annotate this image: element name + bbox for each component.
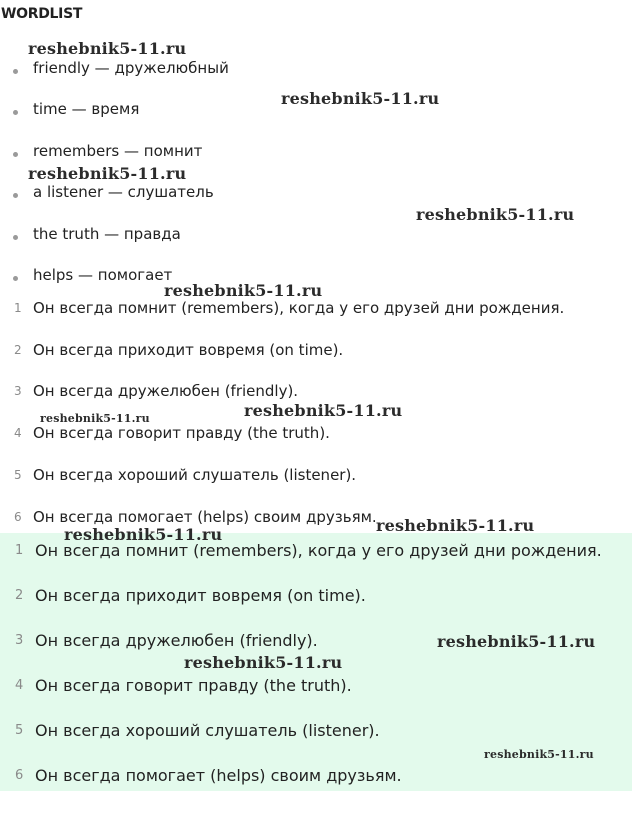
answer-text: Он всегда приходит вовремя (on time). <box>35 586 366 605</box>
bullet-icon <box>13 69 18 74</box>
answer-text: Он всегда дружелюбен (friendly). <box>35 631 318 650</box>
watermark: reshebnik5-11.ru <box>28 39 187 58</box>
watermark: reshebnik5-11.ru <box>64 525 223 544</box>
answer-number: 2 <box>15 588 24 603</box>
answer-number: 6 <box>15 768 24 783</box>
wordlist-item-text: remembers — помнит <box>33 142 203 160</box>
sentence-number: 2 <box>14 343 22 357</box>
wordlist-item-text: the truth — правда <box>33 225 181 243</box>
bullet-icon <box>13 193 18 198</box>
sentence-number: 1 <box>14 301 22 315</box>
answer-text: Он всегда помогает (helps) своим друзьям. <box>35 766 402 785</box>
bullet-icon <box>13 276 18 281</box>
bullet-icon <box>13 235 18 240</box>
watermark: reshebnik5-11.ru <box>184 653 343 672</box>
watermark: reshebnik5-11.ru <box>281 89 440 108</box>
sentence-text: Он всегда помнит (remembers), когда у его друзей дни рождения. <box>33 299 565 317</box>
wordlist-item-text: helps — помогает <box>33 266 173 284</box>
answer-number: 4 <box>15 678 24 693</box>
answer-text: Он всегда хороший слушатель (listener). <box>35 721 380 740</box>
sentence-text: Он всегда помогает (helps) своим друзьям. <box>33 508 377 526</box>
answer-text: Он всегда помнит (remembers), когда у его друзей дни рождения. <box>35 541 602 560</box>
watermark: reshebnik5-11.ru <box>437 632 596 651</box>
sentence-number: 4 <box>14 426 22 440</box>
answer-number: 5 <box>15 723 24 738</box>
wordlist-title: WORDLIST <box>1 6 83 22</box>
answer-number: 3 <box>15 633 24 648</box>
watermark: reshebnik5-11.ru <box>484 748 594 761</box>
answer-number: 1 <box>15 543 24 558</box>
wordlist-item-text: friendly — дружелюбный <box>33 59 229 77</box>
watermark: reshebnik5-11.ru <box>244 401 403 420</box>
bullet-icon <box>13 152 18 157</box>
watermark: reshebnik5-11.ru <box>40 412 150 425</box>
sentence-number: 5 <box>14 468 22 482</box>
answer-text: Он всегда говорит правду (the truth). <box>35 676 352 695</box>
watermark: reshebnik5-11.ru <box>416 205 575 224</box>
sentence-text: Он всегда говорит правду (the truth). <box>33 424 330 442</box>
sentence-text: Он всегда приходит вовремя (on time). <box>33 341 344 359</box>
watermark: reshebnik5-11.ru <box>164 281 323 300</box>
watermark: reshebnik5-11.ru <box>28 164 187 183</box>
sentence-text: Он всегда дружелюбен (friendly). <box>33 382 299 400</box>
watermark: reshebnik5-11.ru <box>376 516 535 535</box>
sentence-number: 6 <box>14 510 22 524</box>
bullet-icon <box>13 110 18 115</box>
wordlist-item-text: time — время <box>33 100 140 118</box>
wordlist-item-text: a listener — слушатель <box>33 183 214 201</box>
sentence-text: Он всегда хороший слушатель (listener). <box>33 466 357 484</box>
sentence-number: 3 <box>14 384 22 398</box>
